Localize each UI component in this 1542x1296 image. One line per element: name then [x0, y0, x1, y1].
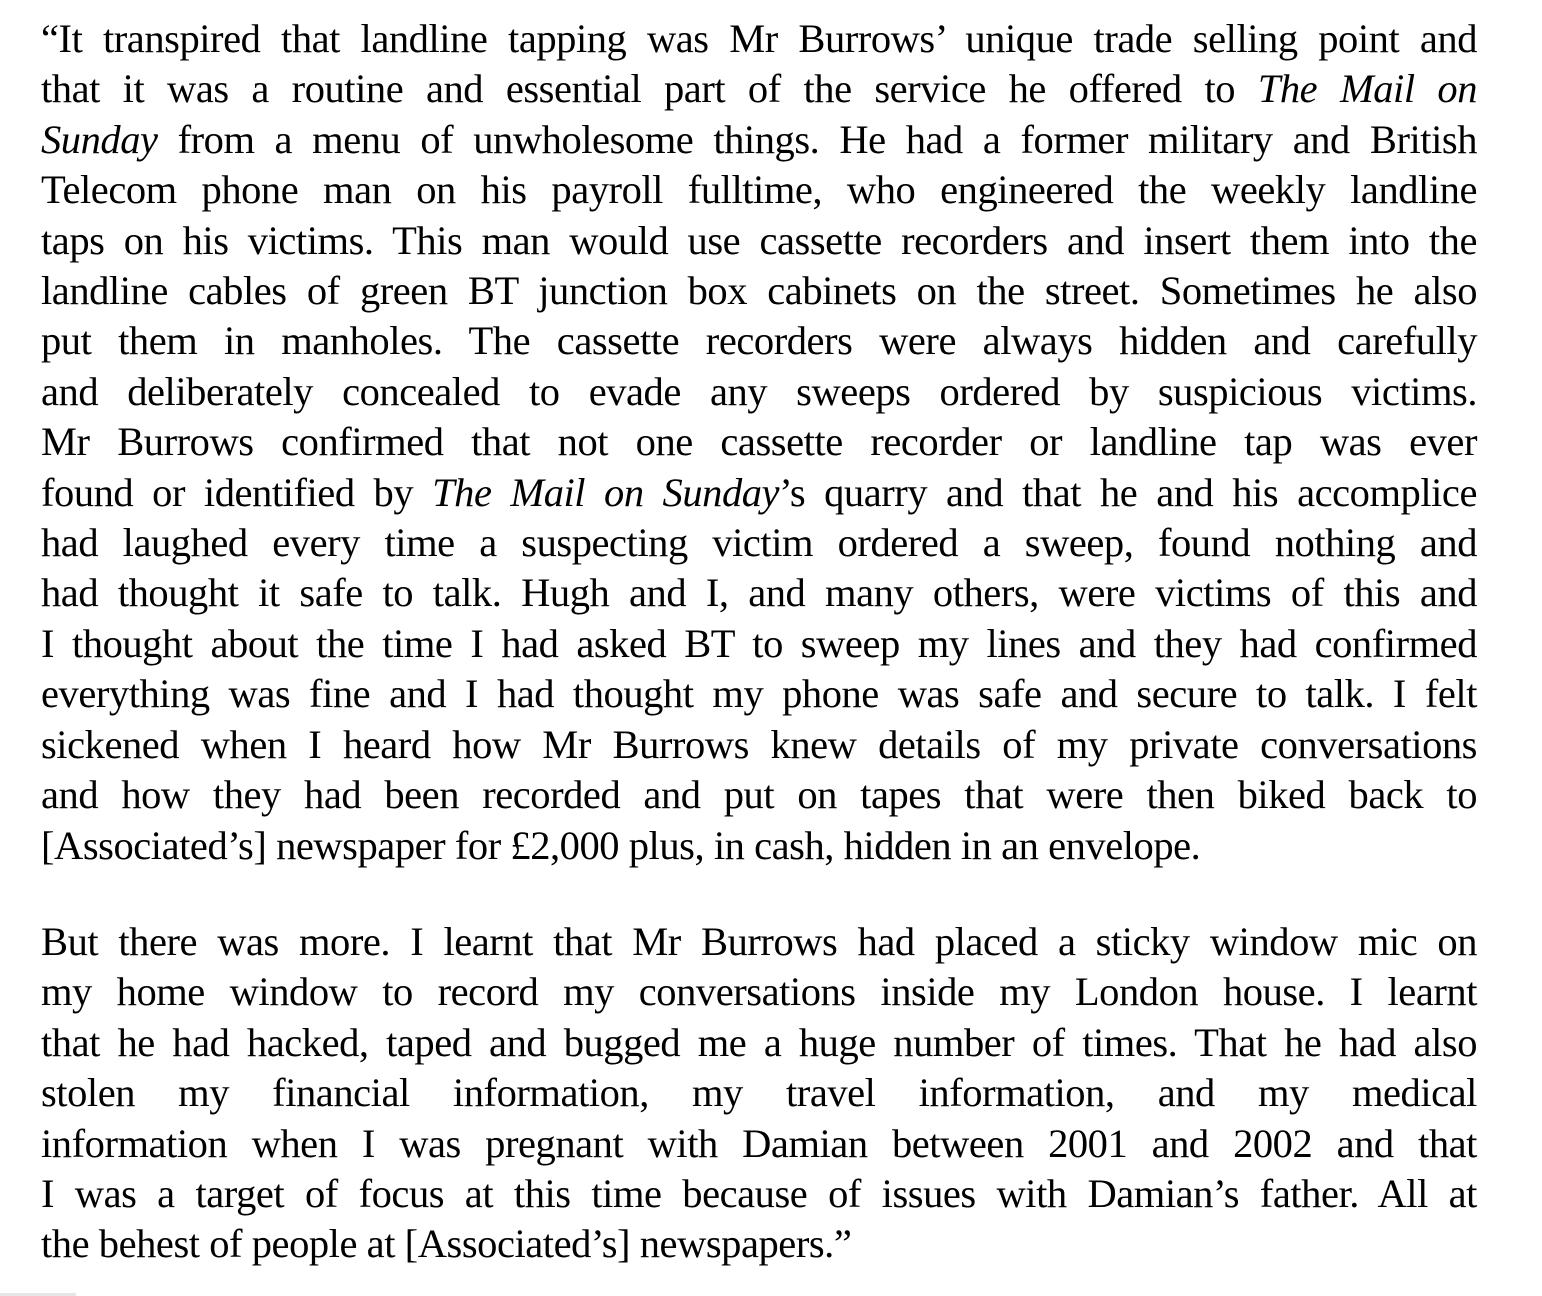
text-line [41, 821, 1477, 871]
text-segment: ’s quarry and that he and his accomplice [779, 469, 1477, 515]
text-line [41, 1219, 1477, 1269]
text-line [41, 1068, 1477, 1118]
text-line [41, 518, 1477, 568]
italic-publication-title: Sunday [41, 116, 158, 162]
text-segment: had thought it safe to talk. Hugh and I, and many others, were victims of this and [41, 570, 1477, 616]
text-line [41, 468, 1477, 518]
text-segment: that he had hacked, taped and bugged me a huge number of times. That he had also [41, 1019, 1477, 1065]
text-segment: everything was fine and I had thought my phone was safe and secure to talk. I felt [41, 671, 1477, 717]
text-segment: stolen my financial information, my travel information, and my medical [41, 1070, 1477, 1116]
paragraph [41, 917, 1477, 1270]
text-segment: “It transpired that landline tapping was Mr Burrows’ unique trade selling point and [41, 16, 1477, 61]
text-segment: found or identified by [41, 469, 433, 515]
italic-publication-title: The Mail on [1257, 66, 1477, 112]
text-line [41, 316, 1477, 366]
text-segment: landline cables of green BT junction box cabinets on the street. Sometimes he also [41, 268, 1477, 314]
text-segment: Telecom phone man on his payroll fulltime, who engineered the weekly landline [41, 167, 1477, 213]
text-line [41, 568, 1477, 618]
text-line [41, 417, 1477, 467]
text-line [41, 266, 1477, 316]
text-line [41, 1169, 1477, 1219]
text-line [41, 669, 1477, 719]
text-line [41, 619, 1477, 669]
text-segment: sickened when I heard how Mr Burrows knew details of my private conversations [41, 721, 1477, 767]
text-segment: information when I was pregnant with Damian between 2001 and 2002 and that [41, 1120, 1477, 1166]
text-line [41, 1018, 1477, 1068]
text-line [41, 720, 1477, 770]
text-segment: put them in manholes. The cassette recorders were always hidden and carefully [41, 318, 1477, 364]
text-segment: But there was more. I learnt that Mr Burrows had placed a sticky window mic on [41, 918, 1477, 964]
text-segment: from a menu of unwholesome things. He had a former military and British [157, 116, 1477, 162]
italic-publication-title: The Mail on Sunday [432, 469, 780, 515]
text-line [41, 14, 1477, 64]
text-line [41, 770, 1477, 820]
text-segment: [Associated’s] newspaper for £2,000 plus, in cash, hidden in an envelope. [41, 822, 1201, 868]
text-line [41, 1119, 1477, 1169]
text-segment: that it was a routine and essential part of the service he offered to [41, 66, 1258, 112]
text-segment: and how they had been recorded and put on tapes that were then biked back to [41, 772, 1477, 818]
text-line [41, 216, 1477, 266]
text-segment: I was a target of focus at this time because of issues with Damian’s father. All at [41, 1170, 1477, 1216]
text-segment: Mr Burrows confirmed that not one cassette recorder or landline tap was ever [41, 419, 1477, 465]
paragraph [41, 14, 1477, 871]
text-line [41, 367, 1477, 417]
text-segment: and deliberately concealed to evade any sweeps ordered by suspicious victims. [41, 368, 1477, 414]
text-line [41, 917, 1477, 967]
text-segment: I thought about the time I had asked BT to sweep my lines and they had confirmed [41, 620, 1477, 666]
text-line [41, 165, 1477, 215]
text-line [41, 64, 1477, 114]
text-segment: my home window to record my conversations inside my London house. I learnt [41, 969, 1477, 1015]
text-segment: had laughed every time a suspecting victim ordered a sweep, found nothing and [41, 520, 1477, 566]
text-line [41, 115, 1477, 165]
text-segment: taps on his victims. This man would use cassette recorders and insert them into the [41, 217, 1477, 263]
text-line [41, 967, 1477, 1017]
document-body [41, 14, 1477, 1270]
text-segment: the behest of people at [Associated’s] newspapers.” [41, 1221, 852, 1267]
